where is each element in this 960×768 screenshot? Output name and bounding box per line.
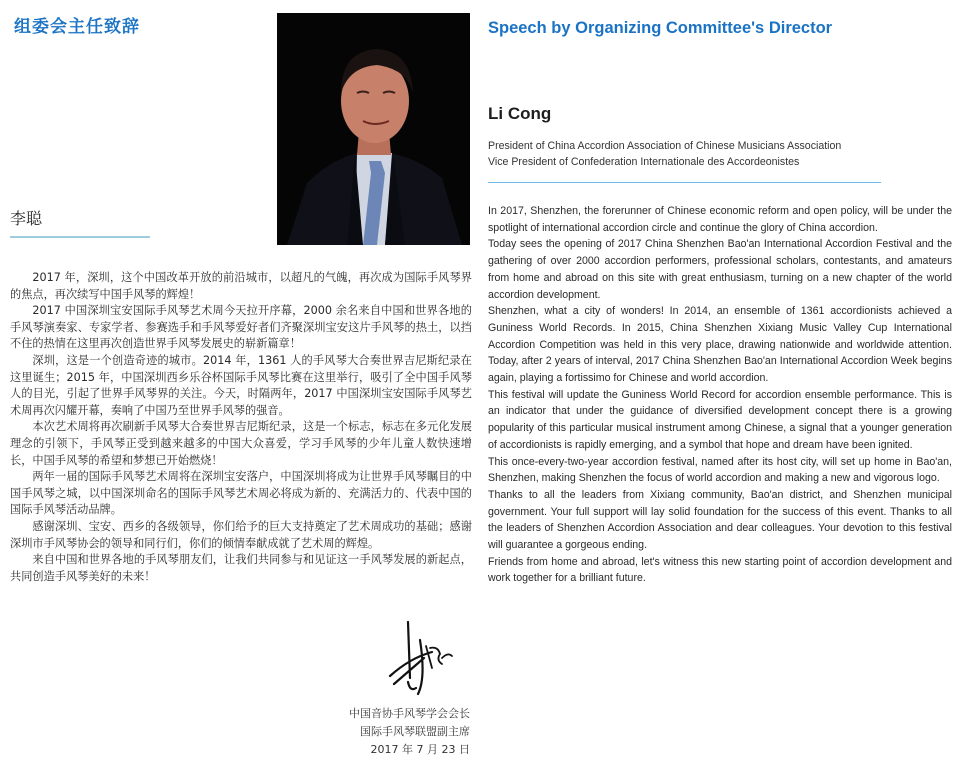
role-line: President of China Accordion Association of Chinese Musicians Association (488, 140, 842, 152)
english-speaker-name: Li Cong (488, 104, 552, 123)
chinese-name-divider (10, 236, 150, 238)
chinese-paragraph: 感谢深圳、宝安、西乡的各级领导，你们给予的巨大支持奠定了艺术周成功的基础；感谢深圳市手风琴协会的领导和同行们，你们的倾情奉献成就了艺术周的辉煌。 (10, 519, 472, 550)
chinese-signoff (349, 705, 470, 759)
portrait-photo (277, 13, 470, 245)
english-speaker-roles (488, 138, 841, 170)
english-paragraph: Shenzhen, what a city of wonders! In 2014, an ensemble of 1361 accordionists achieved a Guniness World Records. In 2015, China Shenzhen Xixiang Music Valley Cup International Accordion Competition was held in this very place, drawing nationwide and worldwide attention. Today, after 2 years of interval, 2017 China Shenzhen Bao'an International Accordion Week begins again, playing a fortissimo for Chinese and world accordion. (488, 305, 952, 385)
english-paragraph: Today sees the opening of 2017 China Shenzhen Bao'an International Accordion Festival and the gathering of over 2000 accordion performers, professional scholars, contestants, and amateurs from home and abroad on this site with great enthusiasm, turning on a new chapter of the world accordion development. (488, 238, 952, 301)
chinese-paragraph: 2017 中国深圳宝安国际手风琴艺术周今天拉开序幕，2000 余名来自中国和世界各地的手风琴演奏家、专家学者、参赛选手和手风琴爱好者们齐聚深圳宝安这片手风琴的热土，以挡不住的热情在这里再次创造世界手风琴发展史的崭新篇章！ (10, 304, 472, 351)
english-paragraph: This festival will update the Guniness World Record for accordion ensemble performance. This is an indicator that under the guidance of diversified development concept there is a growing popularity of this particular musical instrument among Chinese, a signal that a younger generation of accordionists is rapidly emerging, and a symbol that hope and dream have been ignited. (488, 388, 952, 451)
signoff-date: 2017 年 7 月 23 日 (370, 743, 470, 756)
signature-icon (380, 618, 460, 698)
english-heading: Speech by Organizing Committee's Director (488, 19, 833, 37)
chinese-speech-body (10, 270, 472, 585)
chinese-heading: 组委会主任致辞 (14, 17, 140, 37)
portrait-illustration (277, 13, 470, 245)
chinese-paragraph: 2017 年，深圳，这个中国改革开放的前沿城市，以超凡的气魄，再次成为国际手风琴界的焦点，再次续写中国手风琴的辉煌！ (10, 271, 472, 301)
chinese-paragraph: 两年一届的国际手风琴艺术周将在深圳宝安落户，中国深圳将成为让世界手风琴瞩目的中国手风琴之城，以中国深圳命名的国际手风琴艺术周必将成为新的、充满活力的、代表中国的国际手风琴活动品牌。 (10, 470, 472, 517)
english-speech-body (488, 203, 952, 587)
english-paragraph: This once-every-two-year accordion festival, named after its host city, will set up home in Bao'an, Shenzhen, making Shenzhen the focus of world accordion and making a new and vigorous logo. (488, 455, 952, 485)
english-paragraph: In 2017, Shenzhen, the forerunner of Chinese economic reform and open policy, will be under the spotlight of international accordion circle and continue the glory of China accordion. (488, 205, 952, 234)
signoff-title-1: 中国音协手风琴学会会长 (349, 707, 470, 720)
english-name-divider (488, 182, 881, 183)
role-line: Vice President of Confederation Internationale des Accordeonistes (488, 156, 800, 168)
english-paragraph: Friends from home and abroad, let's witness this new starting point of accordion development and work together for a brilliant future. (488, 555, 952, 585)
english-paragraph: Thanks to all the leaders from Xixiang community, Bao'an district, and Shenzhen municipal government. Your full support will lay solid foundation for the success of this event. Thanks to all the leaders of Shenzhen Accordion Association and dear colleagues. Your devotion to this festival will guarantee a gorgeous ending. (488, 488, 952, 552)
signoff-title-2: 国际手风琴联盟副主席 (360, 725, 470, 738)
chinese-paragraph: 来自中国和世界各地的手风琴朋友们，让我们共同参与和见证这一手风琴发展的新起点，共同创造手风琴美好的未来！ (10, 553, 472, 583)
chinese-speaker-name: 李聪 (10, 209, 43, 228)
chinese-paragraph: 深圳，这是一个创造奇迹的城市。2014 年，1361 人的手风琴大合奏世界吉尼斯纪录在这里诞生；2015 年，中国深圳西乡乐谷杯国际手风琴比赛在这里举行，吸引了全中国手风琴人的目光，引起了世界手风琴界的关注。今天，时隔两年，2017 中国深圳宝安国际手风琴艺术周再次闪耀开幕，奏响了中国乃至世界手风琴的强音。 (10, 353, 472, 417)
chinese-paragraph: 本次艺术周将再次刷新手风琴大合奏世界吉尼斯纪录，这是一个标志，标志在多元化发展理念的引领下，手风琴正受到越来越多的中国大众喜爱，学习手风琴的少年儿童人数快速增长，中国手风琴的希望和梦想已开始燃烧！ (10, 420, 472, 467)
